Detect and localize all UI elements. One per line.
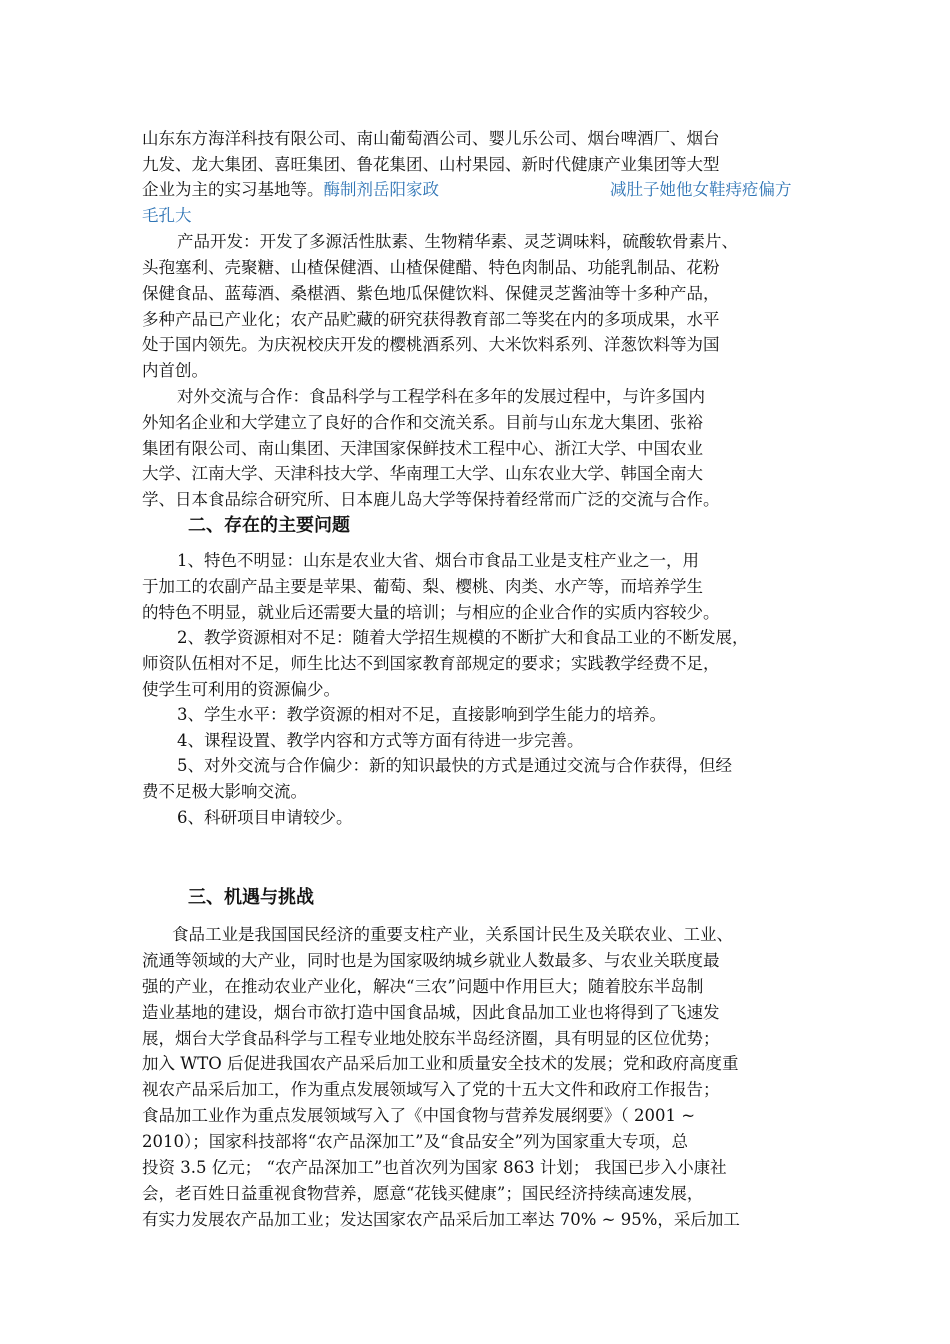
text-line: 会，老百姓日益重视食物营养，愿意“花钱买健康”；国民经济持续高速发展， [142,1184,704,1203]
text-line: 对外交流与合作：食品科学与工程学科在多年的发展过程中，与许多国内 [177,387,705,406]
text-line: 有实力发展农产品加工业；发达国家农产品采后加工率达 70% ~ 95%，采后加工 [142,1210,740,1229]
text-line: 集团有限公司、南山集团、天津国家保鲜技术工程中心、浙江大学、中国农业 [142,439,703,458]
list-item: 2、教学资源相对不足：随着大学招生规模的不断扩大和食品工业的不断发展， [177,628,749,647]
list-item: 4、课程设置、教学内容和方式等方面有待进一步完善。 [177,731,584,750]
text-line [142,177,439,203]
list-item: 1、特色不明显：山东是农业大省、烟台市食品工业是支柱产业之一，用 [177,551,699,570]
text-line: 处于国内领先。为庆祝校庆开发的樱桃酒系列、大米饮料系列、洋葱饮料等为国 [142,335,720,354]
section-heading-opportunities: 三、机遇与挑战 [188,887,314,908]
list-item-continuation: 费不足极大影响交流。 [142,782,307,801]
text-line: 内首创。 [142,361,208,380]
list-item-continuation: 师资队伍相对不足，师生比达不到国家教育部规定的要求；实践教学经费不足， [142,654,720,673]
list-item: 3、学生水平：教学资源的相对不足，直接影响到学生能力的培养。 [177,705,666,724]
list-item: 5、对外交流与合作偏少：新的知识最快的方式是通过交流与合作获得，但经 [177,756,732,775]
hyperlink-enzyme[interactable]: 酶制剂岳阳家政 [323,180,439,199]
text-line: 大学、江南大学、天津科技大学、华南理工大学、山东农业大学、韩国全南大 [142,464,703,483]
text-line: 头孢塞利、壳聚糖、山楂保健酒、山楂保健醋、特色肉制品、功能乳制品、花粉 [142,258,720,277]
text-line: 流通等领域的大产业，同时也是为国家吸纳城乡就业人数最多、与农业关联度最 [142,951,720,970]
text-line: 视农产品采后加工，作为重点发展领域写入了党的十五大文件和政府工作报告； [142,1080,720,1099]
text-line: 九发、龙大集团、喜旺集团、鲁花集团、山村果园、新时代健康产业集团等大型 [142,155,720,174]
hyperlink-pores[interactable]: 毛孔大 [142,206,192,225]
text-line: 2010）；国家科技部将“农产品深加工”及“食品安全”列为国家重大专项，总 [142,1132,688,1151]
list-item-continuation: 使学生可利用的资源偏少。 [142,680,340,699]
text-line: 造业基地的建设，烟台市欲打造中国食品城，因此食品加工业也将得到了飞速发 [142,1003,720,1022]
text-line: 强的产业，在推动农业产业化，解决“三农”问题中作用巨大；随着胶东半岛制 [142,977,704,996]
list-item: 6、科研项目申请较少。 [177,808,353,827]
text-line: 多种产品已产业化；农产品贮藏的研究获得教育部二等奖在内的多项成果，水平 [142,310,720,329]
hyperlink-remedy[interactable]: 减肚子她他女鞋痔疮偏方 [610,180,792,199]
text-line: 外知名企业和大学建立了良好的合作和交流关系。目前与山东龙大集团、张裕 [142,413,703,432]
text-line: 学、日本食品综合研究所、日本鹿儿岛大学等保持着经常而广泛的交流与合作。 [142,490,720,509]
text-segment: 企业为主的实习基地等。 [142,180,324,199]
list-item-continuation: 的特色不明显，就业后还需要大量的培训；与相应的企业合作的实质内容较少。 [142,603,720,622]
text-line: 产品开发：开发了多源活性肽素、生物精华素、灵芝调味料，硫酸软骨素片、 [177,232,738,251]
text-line: 加入 WTO 后促进我国农产品采后加工业和质量安全技术的发展；党和政府高度重 [142,1054,739,1073]
text-line: 食品工业是我国国民经济的重要支柱产业，关系国计民生及关联农业、工业、 [172,925,733,944]
section-heading-problems: 二、存在的主要问题 [188,515,350,536]
text-line: 投资 3.5 亿元； “农产品深加工”也首次列为国家 863 计划； 我国已步入小康社 [142,1158,727,1177]
text-line: 保健食品、蓝莓酒、桑椹酒、紫色地瓜保健饮料、保健灵芝酱油等十多种产品， [142,284,720,303]
text-line: 展，烟台大学食品科学与工程专业地处胶东半岛经济圈，具有明显的区位优势； [142,1029,720,1048]
list-item-continuation: 于加工的农副产品主要是苹果、葡萄、梨、樱桃、肉类、水产等，而培养学生 [142,577,703,596]
text-line: 山东东方海洋科技有限公司、南山葡萄酒公司、婴儿乐公司、烟台啤酒厂、烟台 [142,129,720,148]
text-line: 食品加工业作为重点发展领域写入了《中国食物与营养发展纲要》（ 2001 ~ [142,1106,696,1125]
